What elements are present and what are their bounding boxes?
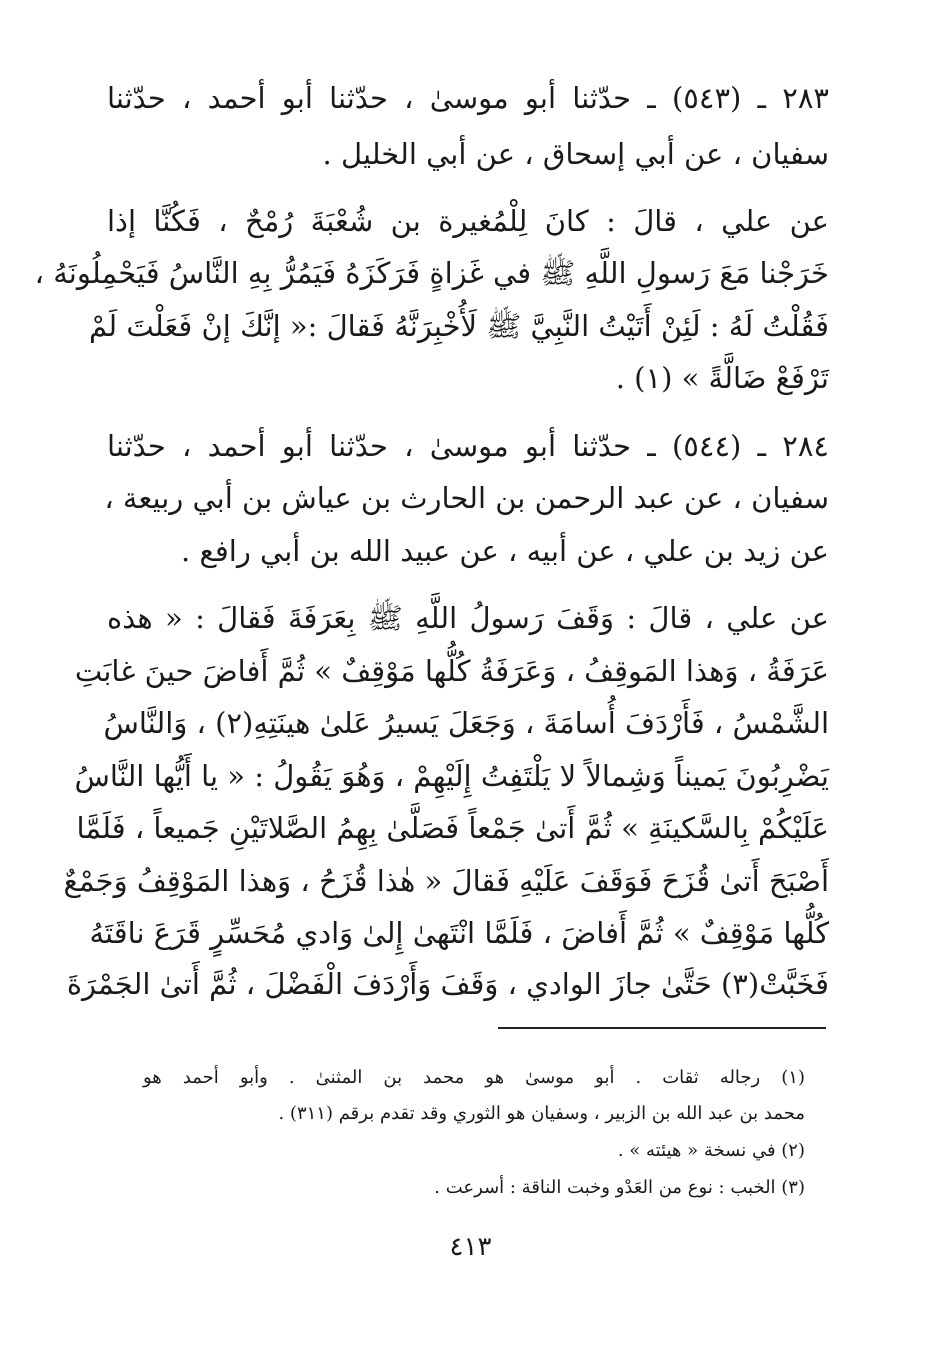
hadith-284-line-2: سفيان ، عن عبد الرحمن بن الحارث بن عياش بن أبي ربيعة ،	[104, 481, 829, 515]
hadith-283-line-1: ٢٨٣ ـ (٥٤٣) ـ حدّثنا أبو موسىٰ ، حدّثنا أبو أحمد ، حدّثنا	[107, 81, 830, 115]
footnote-3: (٣) الخبب : نوع من العَدْو وخبت الناقة : أسرعت .	[434, 1177, 805, 1198]
text-284-line-8: فَخَبَّتْ(٣) حَتَّىٰ جازَ الوادي ، وَقَفَ وَأَرْدَفَ الْفَضْلَ ، ثُمَّ أَتىٰ الجَمْرَةَ	[66, 967, 829, 1001]
text-284-line-1: عن علي ، قالَ : وَقَفَ رَسولُ اللَّهِ ﷺ بِعَرَفَةَ فَقالَ : « هذه	[107, 601, 829, 635]
footnote-2: (٢) في نسخة « هيئته » .	[617, 1140, 805, 1161]
text-283-line-3: فَقُلْتُ لَهُ : لَئِنْ أَتَيْتُ النَّبِيَّ ﷺ لَأُخْبِرَنَّهُ فَقالَ :« إنَّكَ إنْ فَعَلْتَ لَمْ	[89, 309, 829, 343]
hadith-284-line-3: عن زيد بن علي ، عن أبيه ، عن عبيد الله بن أبي رافع .	[181, 534, 829, 568]
text-284-line-6: أَصْبَحَ أَتىٰ قُزَحَ فَوَقَفَ عَلَيْهِ فَقالَ « هٰذا قُزَحُ ، وَهذا المَوْقِفُ وَجَمْعٌ	[63, 864, 829, 898]
page-number: ٤١٣	[449, 1232, 492, 1262]
text-284-line-2: عَرَفَةُ ، وَهذا المَوقِفُ ، وَعَرَفَةُ كُلُّها مَوْقِفٌ » ثُمَّ أَفاضَ حينَ غابَتِ	[74, 654, 829, 688]
hadith-284-line-1: ٢٨٤ ـ (٥٤٤) ـ حدّثنا أبو موسىٰ ، حدّثنا أبو أحمد ، حدّثنا	[107, 429, 830, 463]
text-283-line-4: تَرْفَعْ ضَالَّةً » (١) .	[615, 361, 829, 395]
footnote-1-line-2: محمد بن عبد الله بن الزبير ، وسفيان هو الثوري وقد تقدم برقم (٣١١) .	[278, 1103, 805, 1124]
text-284-line-4: يَضْرِبُونَ يَميناً وَشِمالاً لا يَلْتَفِتُ إِلَيْهِمْ ، وَهُوَ يَقُولُ : « يا أَيُّها النَّاسُ	[74, 759, 829, 793]
hadith-283-line-2: سفيان ، عن أبي إسحاق ، عن أبي الخليل .	[322, 137, 829, 171]
text-283-line-1: عن علي ، قالَ : كانَ لِلْمُغيرة بن شُعْبَةَ رُمْحٌ ، فَكُنَّا إذا	[107, 204, 829, 238]
text-284-line-3: الشَّمْسُ ، فَأَرْدَفَ أُسامَةَ ، وَجَعَلَ يَسيرُ عَلىٰ هينَتِهِ(٢) ، وَالنَّاسُ	[103, 706, 829, 740]
text-284-line-7: كُلُّها مَوْقِفٌ » ثُمَّ أَفاضَ ، فَلَمَّا انْتَهىٰ إِلىٰ وَادي مُحَسِّرٍ قَرَعَ ناقَتَهُ	[89, 916, 829, 950]
footnote-1-line-1: (١) رجاله ثقات . أبو موسىٰ هو محمد بن المثنىٰ . وأبو أحمد هو	[143, 1067, 805, 1088]
footnote-divider	[498, 1027, 826, 1029]
text-284-line-5: عَلَيْكُمْ بِالسَّكينَةِ » ثُمَّ أَتىٰ جَمْعاً فَصَلَّىٰ بِهِمُ الصَّلاتَيْنِ جَميعاً ، فَلَمَّا	[76, 811, 829, 845]
text-283-line-2: خَرَجْنا مَعَ رَسولِ اللَّهِ ﷺ في غَزاةٍ فَرَكَزَهُ فَيَمُرُّ بِهِ النَّاسُ فَيَحْمِلُونَهُ ،	[34, 256, 829, 290]
